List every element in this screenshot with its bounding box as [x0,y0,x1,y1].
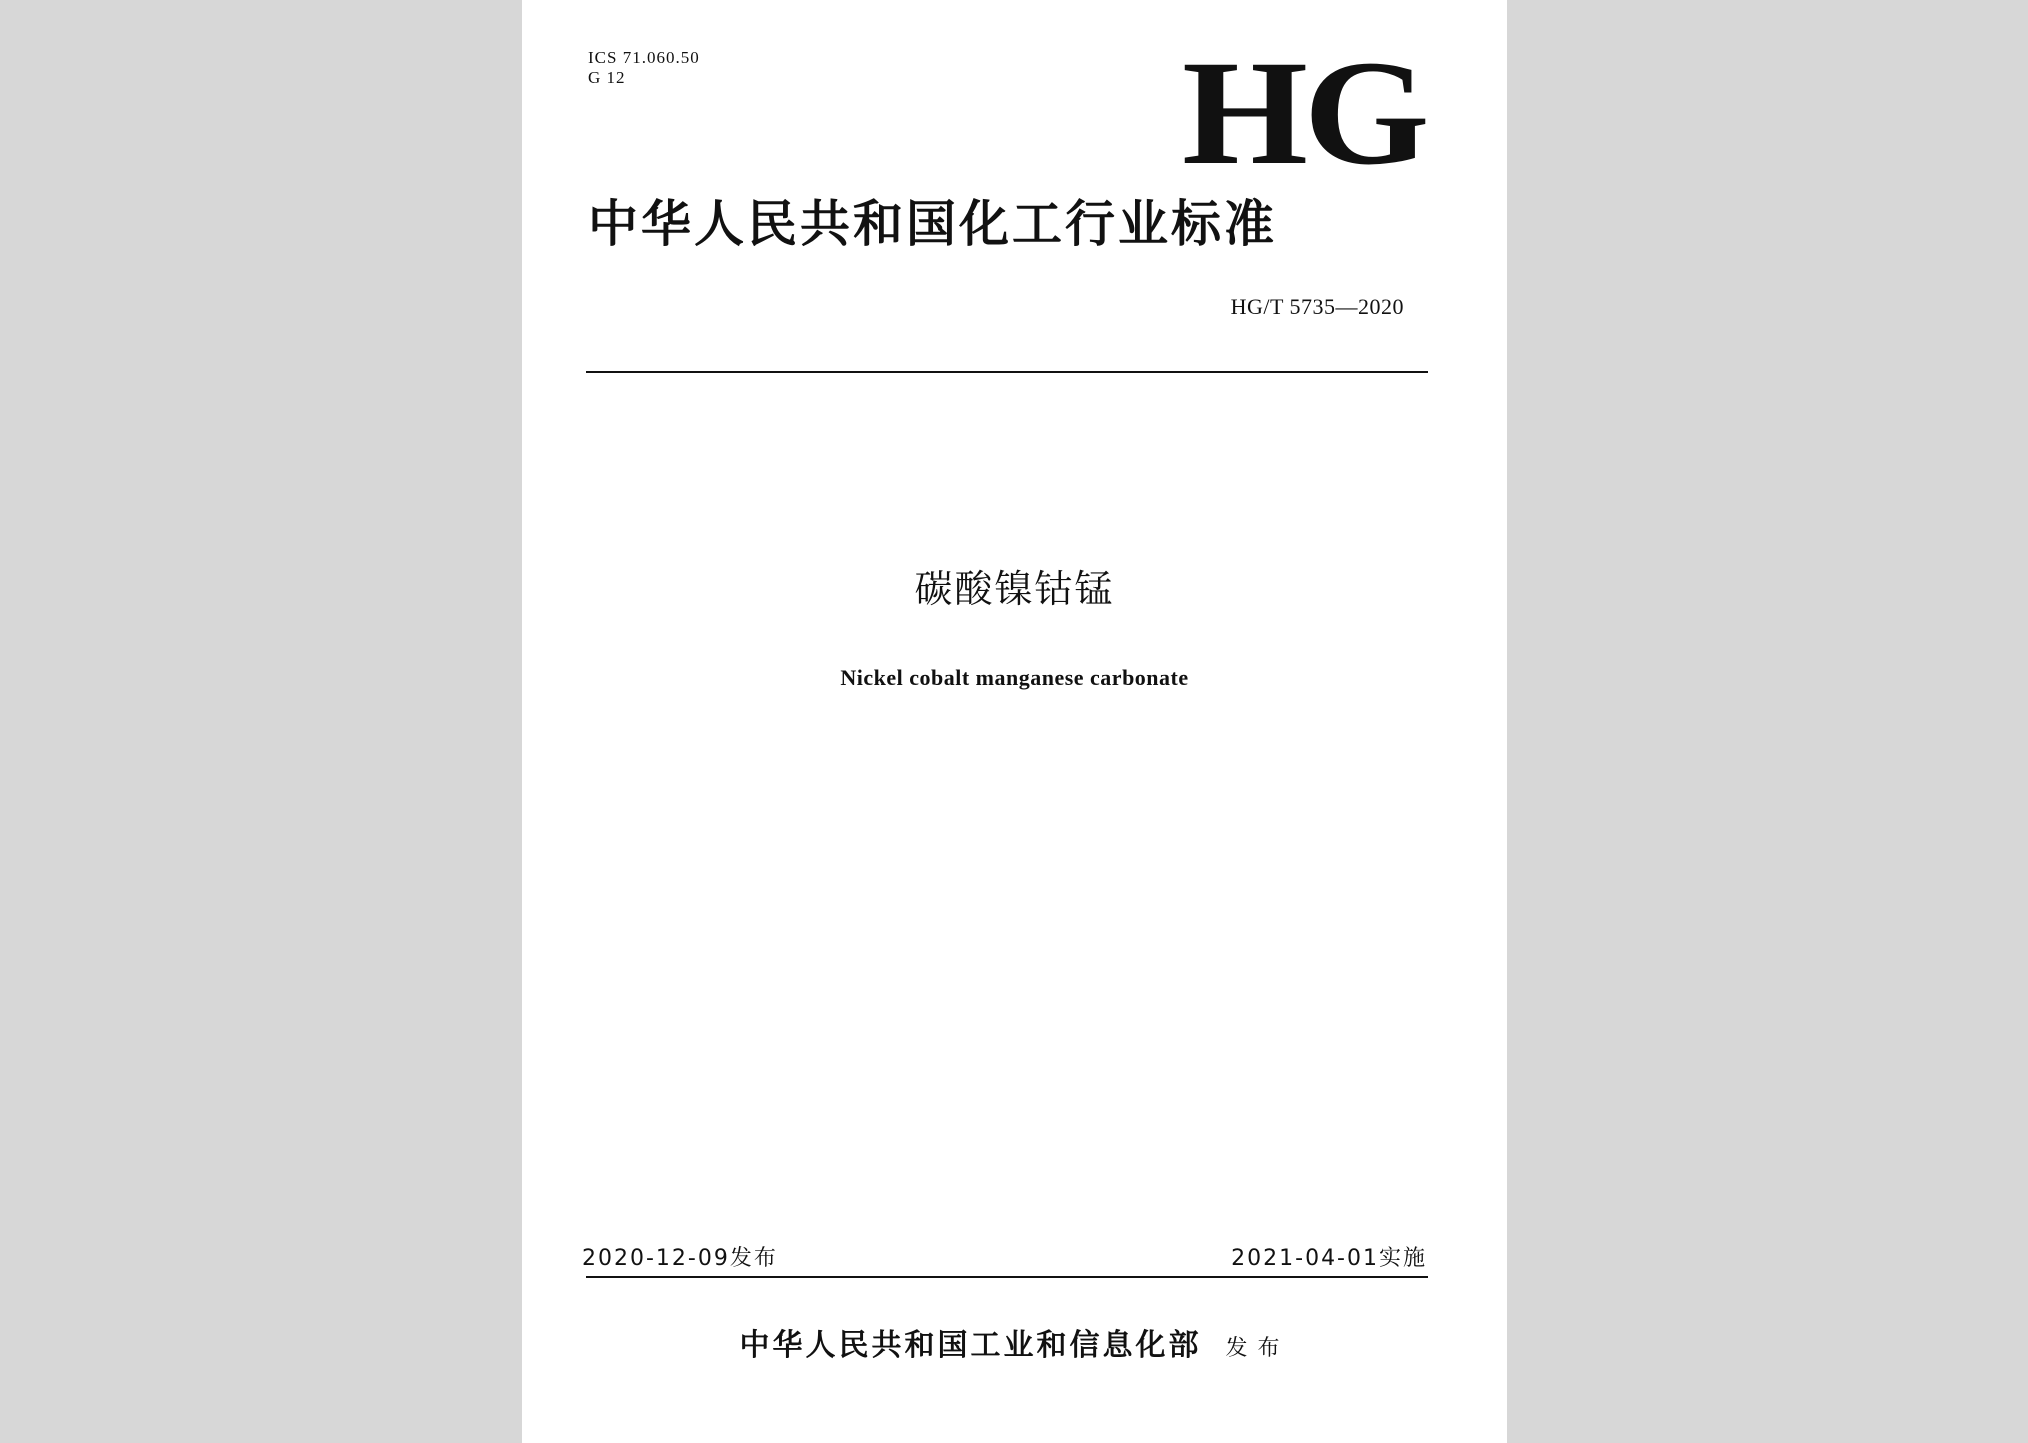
publisher-organization: 中华人民共和国工业和信息化部 [739,1328,1202,1363]
standard-number: HG/T 5735—2020 [1230,294,1404,319]
implementation-date: 2021-04-01实施 [1231,1246,1427,1271]
hg-logo: HG [1182,30,1426,196]
bottom-divider [586,1276,1428,1278]
publisher-action: 发布 [1225,1336,1290,1361]
standard-type-title: 中华人民共和国化工行业标准 [588,195,1277,253]
document-page [522,0,1507,1443]
publisher-line [522,1326,1507,1369]
ccs-code: G 12 [588,68,626,87]
ics-code: ICS 71.060.50 [588,48,700,67]
document-title-chinese: 碳酸镍钴锰 [914,567,1115,611]
issue-date: 2020-12-09发布 [582,1246,778,1271]
top-divider [586,371,1428,373]
document-title-english: Nickel cobalt manganese carbonate [840,665,1189,690]
